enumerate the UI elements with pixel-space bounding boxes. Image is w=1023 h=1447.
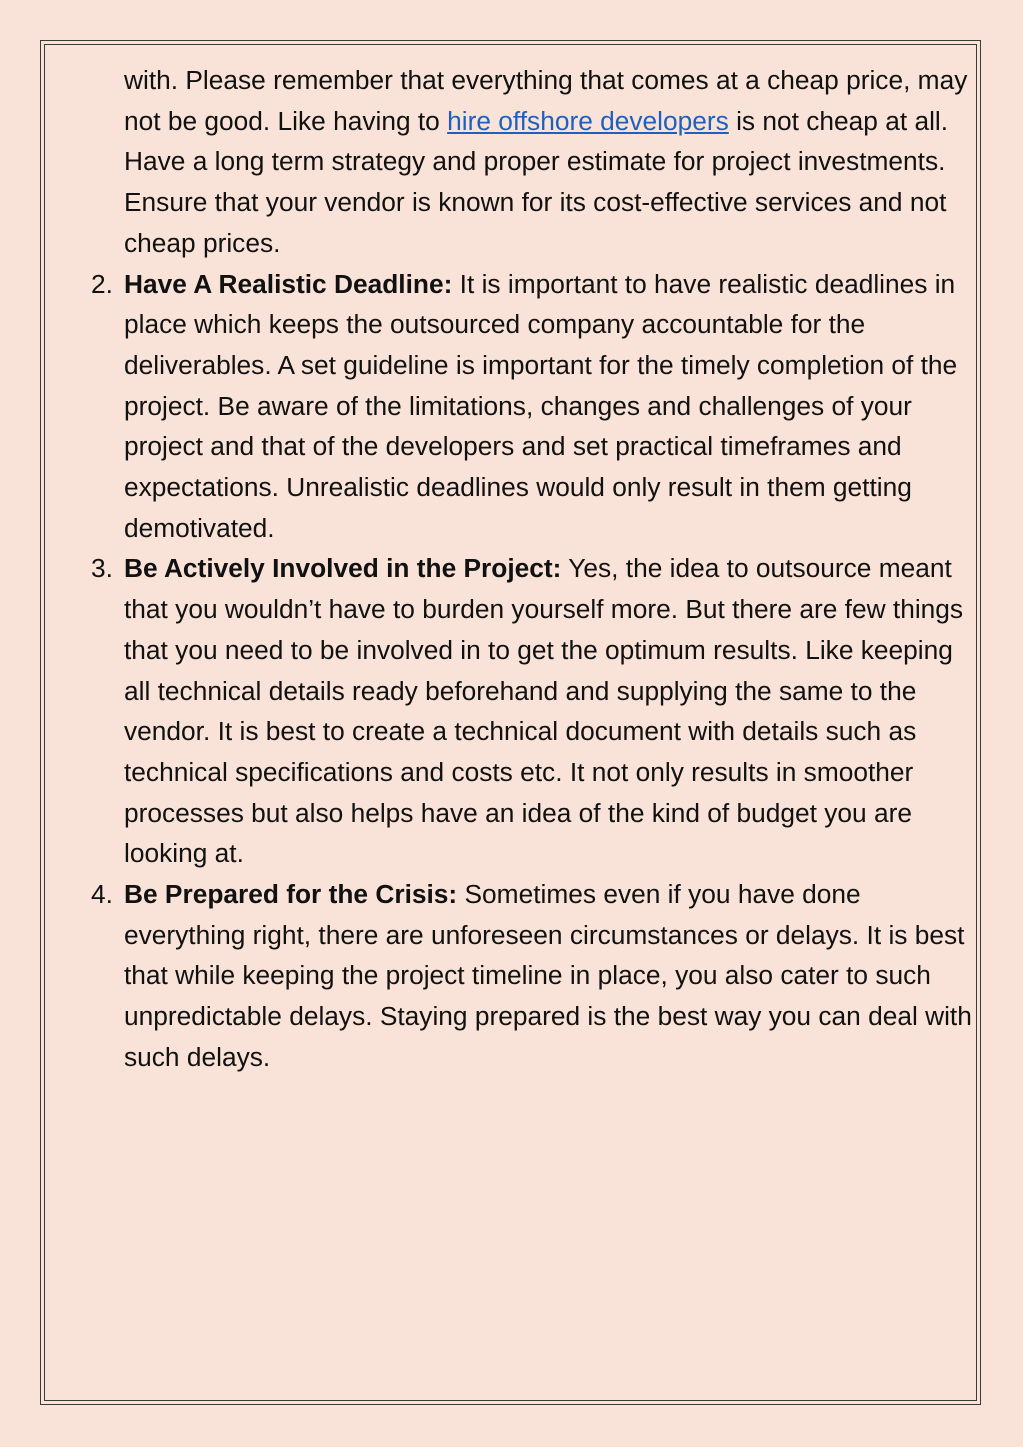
list-item (91, 264, 974, 549)
hire-offshore-developers-link[interactable]: hire offshore developers (447, 105, 729, 136)
list-item-number: 3. (91, 553, 113, 584)
list-item-title: Have A Realistic Deadline: (124, 268, 453, 299)
list-item (91, 548, 974, 874)
intro-paragraph (124, 60, 974, 264)
list-item-text: Yes, the idea to outsource meant that you wouldn’t have to burden yourself more. But there are few things that you need to be involved in to get the optimum results. Like keeping all technical details ready beforehand and supplying the same to the vendor. It is best to create a technical document with details such as technical specifications and costs etc. It not only results in smoother processes but also helps have an idea of the kind of budget you are looking at. (124, 553, 964, 869)
intro-text-before-link: with. Please remember that everything that comes at a cheap price, may not be good. Like having to (124, 65, 968, 136)
list-item-number: 2. (91, 268, 113, 299)
list-item-number: 4. (91, 879, 113, 910)
document-body (91, 60, 974, 1078)
list-item-text: It is important to have realistic deadlines in place which keeps the outsourced company accountable for the deliverables. A set guideline is important for the timely completion of the project. Be aware of the limitations, changes and challenges of your project and that of the developers and set practical timeframes and expectations. Unrealistic deadlines would only result in them getting demotivated. (124, 268, 958, 543)
list-item (91, 874, 974, 1078)
list-item-title: Be Actively Involved in the Project: (124, 553, 562, 584)
list-item-title: Be Prepared for the Crisis: (124, 879, 458, 910)
intro-text-after-link: is not cheap at all. Have a long term strategy and proper estimate for project investments. Ensure that your vendor is known for its cost-effective services and not cheap prices. (124, 105, 949, 258)
list-item-text: Sometimes even if you have done everything right, there are unforeseen circumstances or delays. It is best that while keeping the project timeline in place, you also cater to such unpredictable delays. Staying prepared is the best way you can deal with such delays. (124, 879, 972, 1072)
